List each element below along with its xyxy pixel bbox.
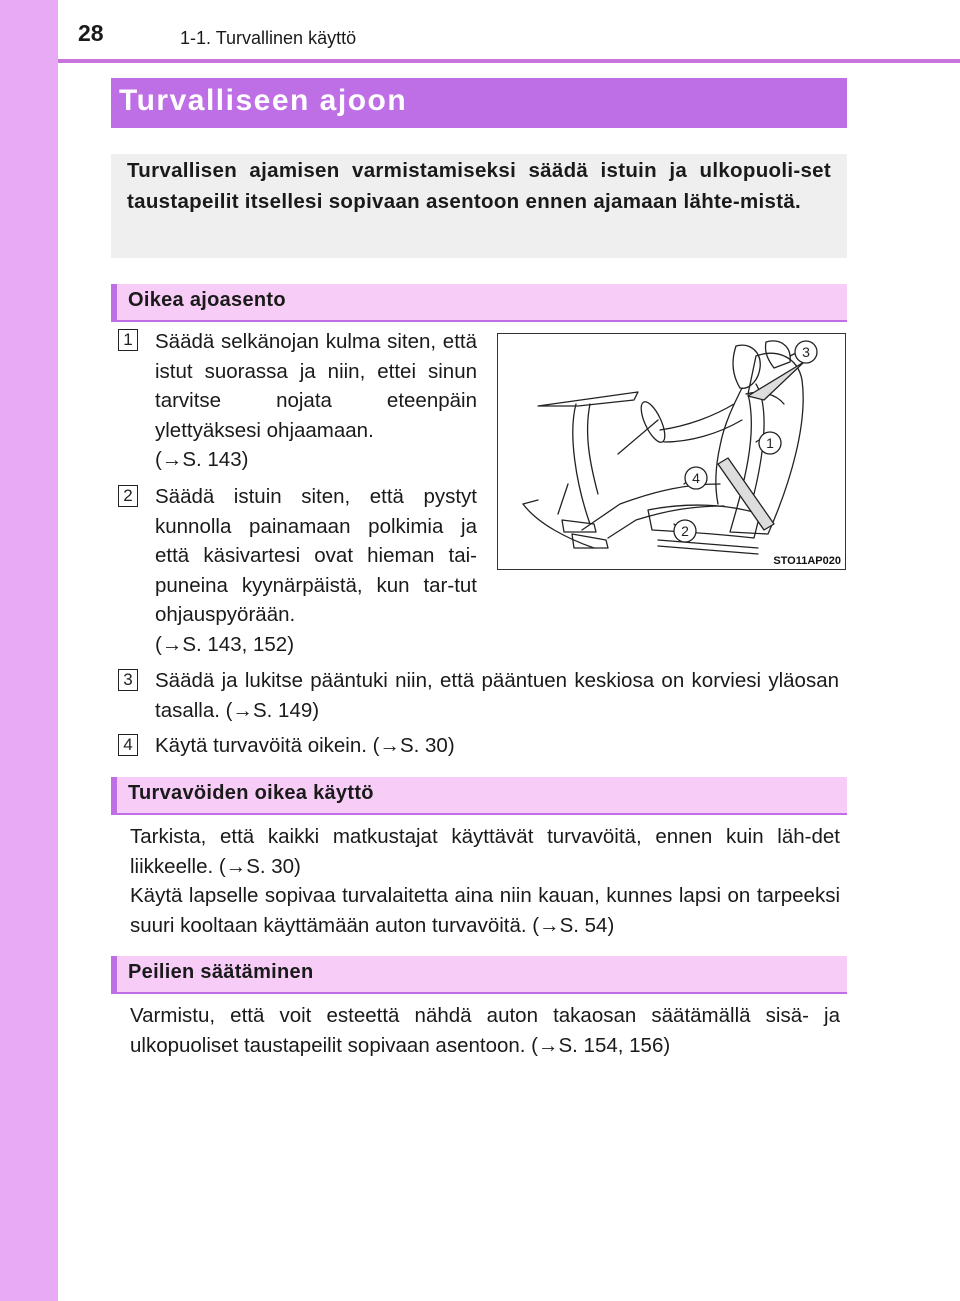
step-number-2: 2 <box>118 485 138 507</box>
section-heading-label: Peilien säätäminen <box>128 961 314 983</box>
page-number: 28 <box>78 20 104 46</box>
callout-2: 2 <box>681 523 689 539</box>
step-1-text: Säädä selkänojan kulma siten, että istut suorassa ja niin, ettei sinun tarvitse nojata eteenpäin ylettyäksesi ohjaamaan. <box>155 330 477 442</box>
section-heading-seatbelts <box>111 777 847 815</box>
driver-seat-drawing <box>498 334 844 568</box>
step-3: Säädä ja lukitse pääntuki niin, että pääntuen keskiosa on korviesi yläosan tasalla. (→S. 149) <box>155 669 839 722</box>
header-rule <box>58 59 960 63</box>
step-2 <box>155 482 477 659</box>
page-title: Turvalliseen ajoon <box>119 84 408 117</box>
section-heading-mirrors <box>111 956 847 994</box>
side-strip <box>0 0 58 1301</box>
breadcrumb: 1-1. Turvallinen käyttö <box>180 28 357 48</box>
step-1-ref: (→S. 143) <box>155 448 249 471</box>
intro-text: Turvallisen ajamisen varmistamiseksi säädä istuin ja ulkopuoli-set taustapeilit itsellesi sopivaan asentoon ennen ajamaan lähte-mistä. <box>127 159 831 213</box>
step-number-1: 1 <box>118 329 138 351</box>
section-heading-label: Oikea ajoasento <box>128 289 286 311</box>
page-title-bar <box>111 78 847 128</box>
step-2-text: Säädä istuin siten, että pystyt kunnolla painamaan polkimia ja että käsivartesi ovat hieman tai-puneina kyynärpäistä, kun tar-tut ohjauspyörään. <box>155 485 477 626</box>
intro-box <box>111 154 847 258</box>
callout-1: 1 <box>766 435 774 451</box>
step-2-ref: (→S. 143, 152) <box>155 632 295 656</box>
section-heading-driving-position <box>111 284 847 322</box>
callout-3: 3 <box>802 344 810 360</box>
step-1 <box>155 327 477 475</box>
section-heading-label: Turvavöiden oikea käyttö <box>128 782 374 804</box>
callout-4: 4 <box>692 470 700 486</box>
seatbelt-paragraph-2: Käytä lapselle sopivaa turvalaitetta aina niin kauan, kunnes lapsi on tarpeeksi suuri kooltaan käyttämään auton turvavöitä. (→S. 54) <box>130 884 840 937</box>
seatbelt-paragraph-1: Tarkista, että kaikki matkustajat käyttävät turvavöitä, ennen kuin läh-det liikkeelle. (→S. 30) <box>130 825 840 878</box>
mirror-paragraph: Varmistu, että voit esteettä nähdä auton takaosan säätämällä sisä- ja ulkopuoliset taustapeilit sopivaan asentoon. (→S. 154, 156) <box>130 1004 840 1057</box>
step-number-3: 3 <box>118 669 138 691</box>
driving-position-illustration <box>497 333 846 570</box>
step-4: Käytä turvavöitä oikein. (→S. 30) <box>155 734 455 757</box>
step-number-4: 4 <box>118 734 138 756</box>
figure-code: STO11AP020 <box>773 555 841 567</box>
